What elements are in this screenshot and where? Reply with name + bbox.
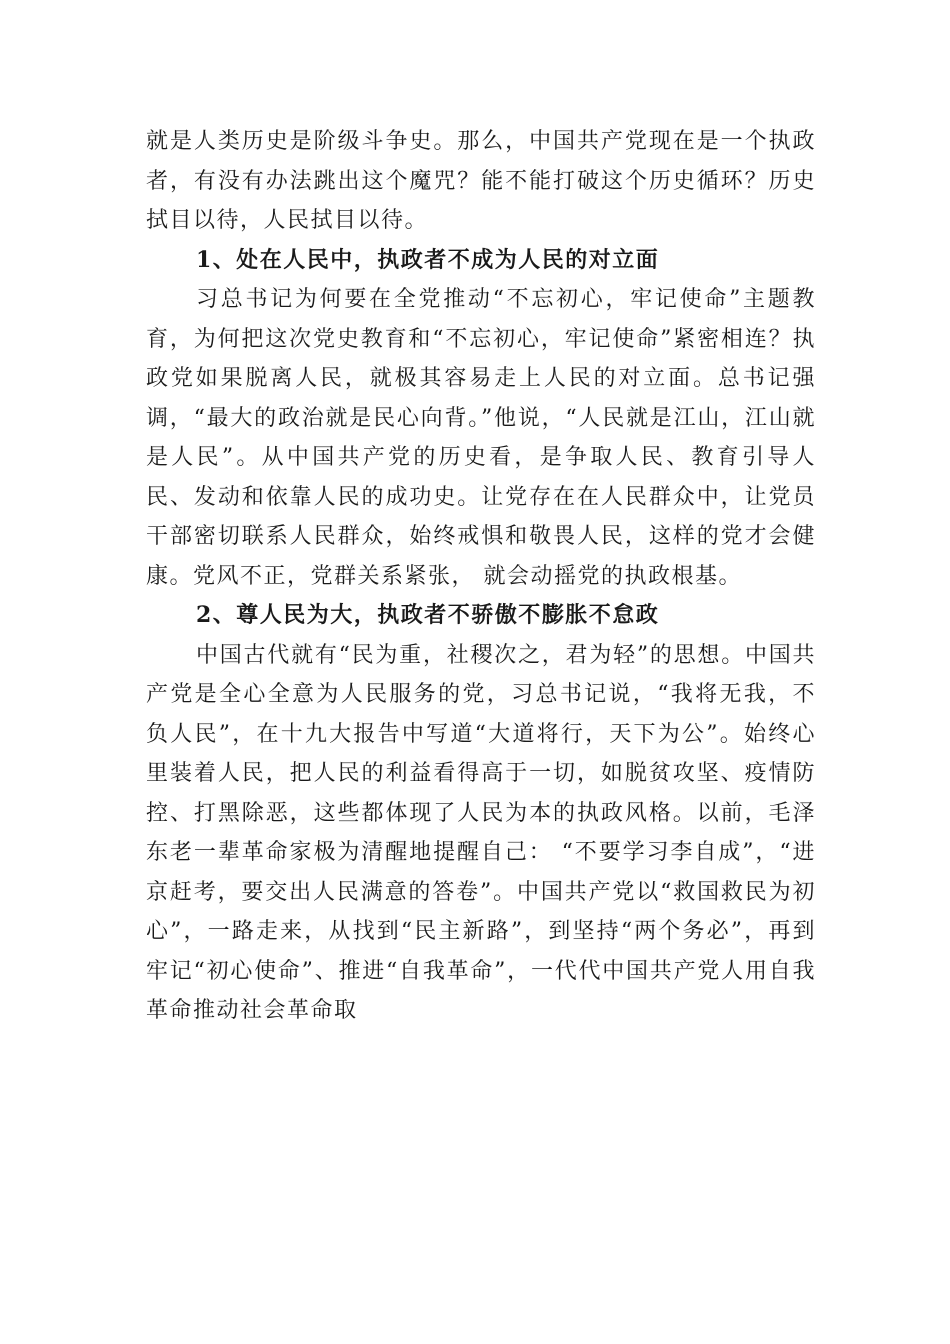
- section-heading-1: 1、处在人民中，执政者不成为人民的对立面: [196, 246, 660, 273]
- section-heading-2: 2、尊人民为大，执政者不骄傲不膨胀不怠政: [196, 602, 660, 628]
- paragraph-section-1: 习总书记为何要在全党推动“不忘初心，牢记使命”主题教育，为何把这次党史教育和“不忘初心，牢记使命”紧密相连？执政党如果脱离人民，就极其容易走上人民的对立面。总书记强调，“最大的政治就是民心向背。”他说，“人民就是江山，江山就是人民”。从中国共产党的历史看，是争取人民、教育引导人民、发动和依靠人民的成功史。让党存在在人民群众中，让党员干部密切联系人民群众，始终戒惧和敬畏人民，这样的党才会健康。党风不正，党群关系紧张， 就会动摇党的执政根基。: [146, 287, 816, 589]
- document-body: [146, 122, 816, 1031]
- paragraph-section-2: 中国古代就有“民为重，社稷次之，君为轻”的思想。中国共产党是全心全意为人民服务的党，习总书记说，“我将无我，不负人民”，在十九大报告中写道“大道将行，天下为公”。始终心里装着人民，把人民的利益看得高于一切，如脱贫攻坚、疫情防控、打黑除恶，这些都体现了人民为本的执政风格。以前，毛泽东老一辈革命家极为清醒地提醒自己： “不要学习李自成”，“进京赶考，要交出人民满意的答卷”。中国共产党以“救国救民为初心”，一路走来，从找到“民主新路”，到坚持“两个务必”，再到牢记“初心使命”、推进“自我革命”，一代代中国共产党人用自我革命推动社会革命取: [146, 642, 816, 1023]
- paragraph-continuation: 就是人类历史是阶级斗争史。那么，中国共产党现在是一个执政者，有没有办法跳出这个魔咒？能不能打破这个历史循环？历史拭目以待，人民拭目以待。: [146, 129, 816, 233]
